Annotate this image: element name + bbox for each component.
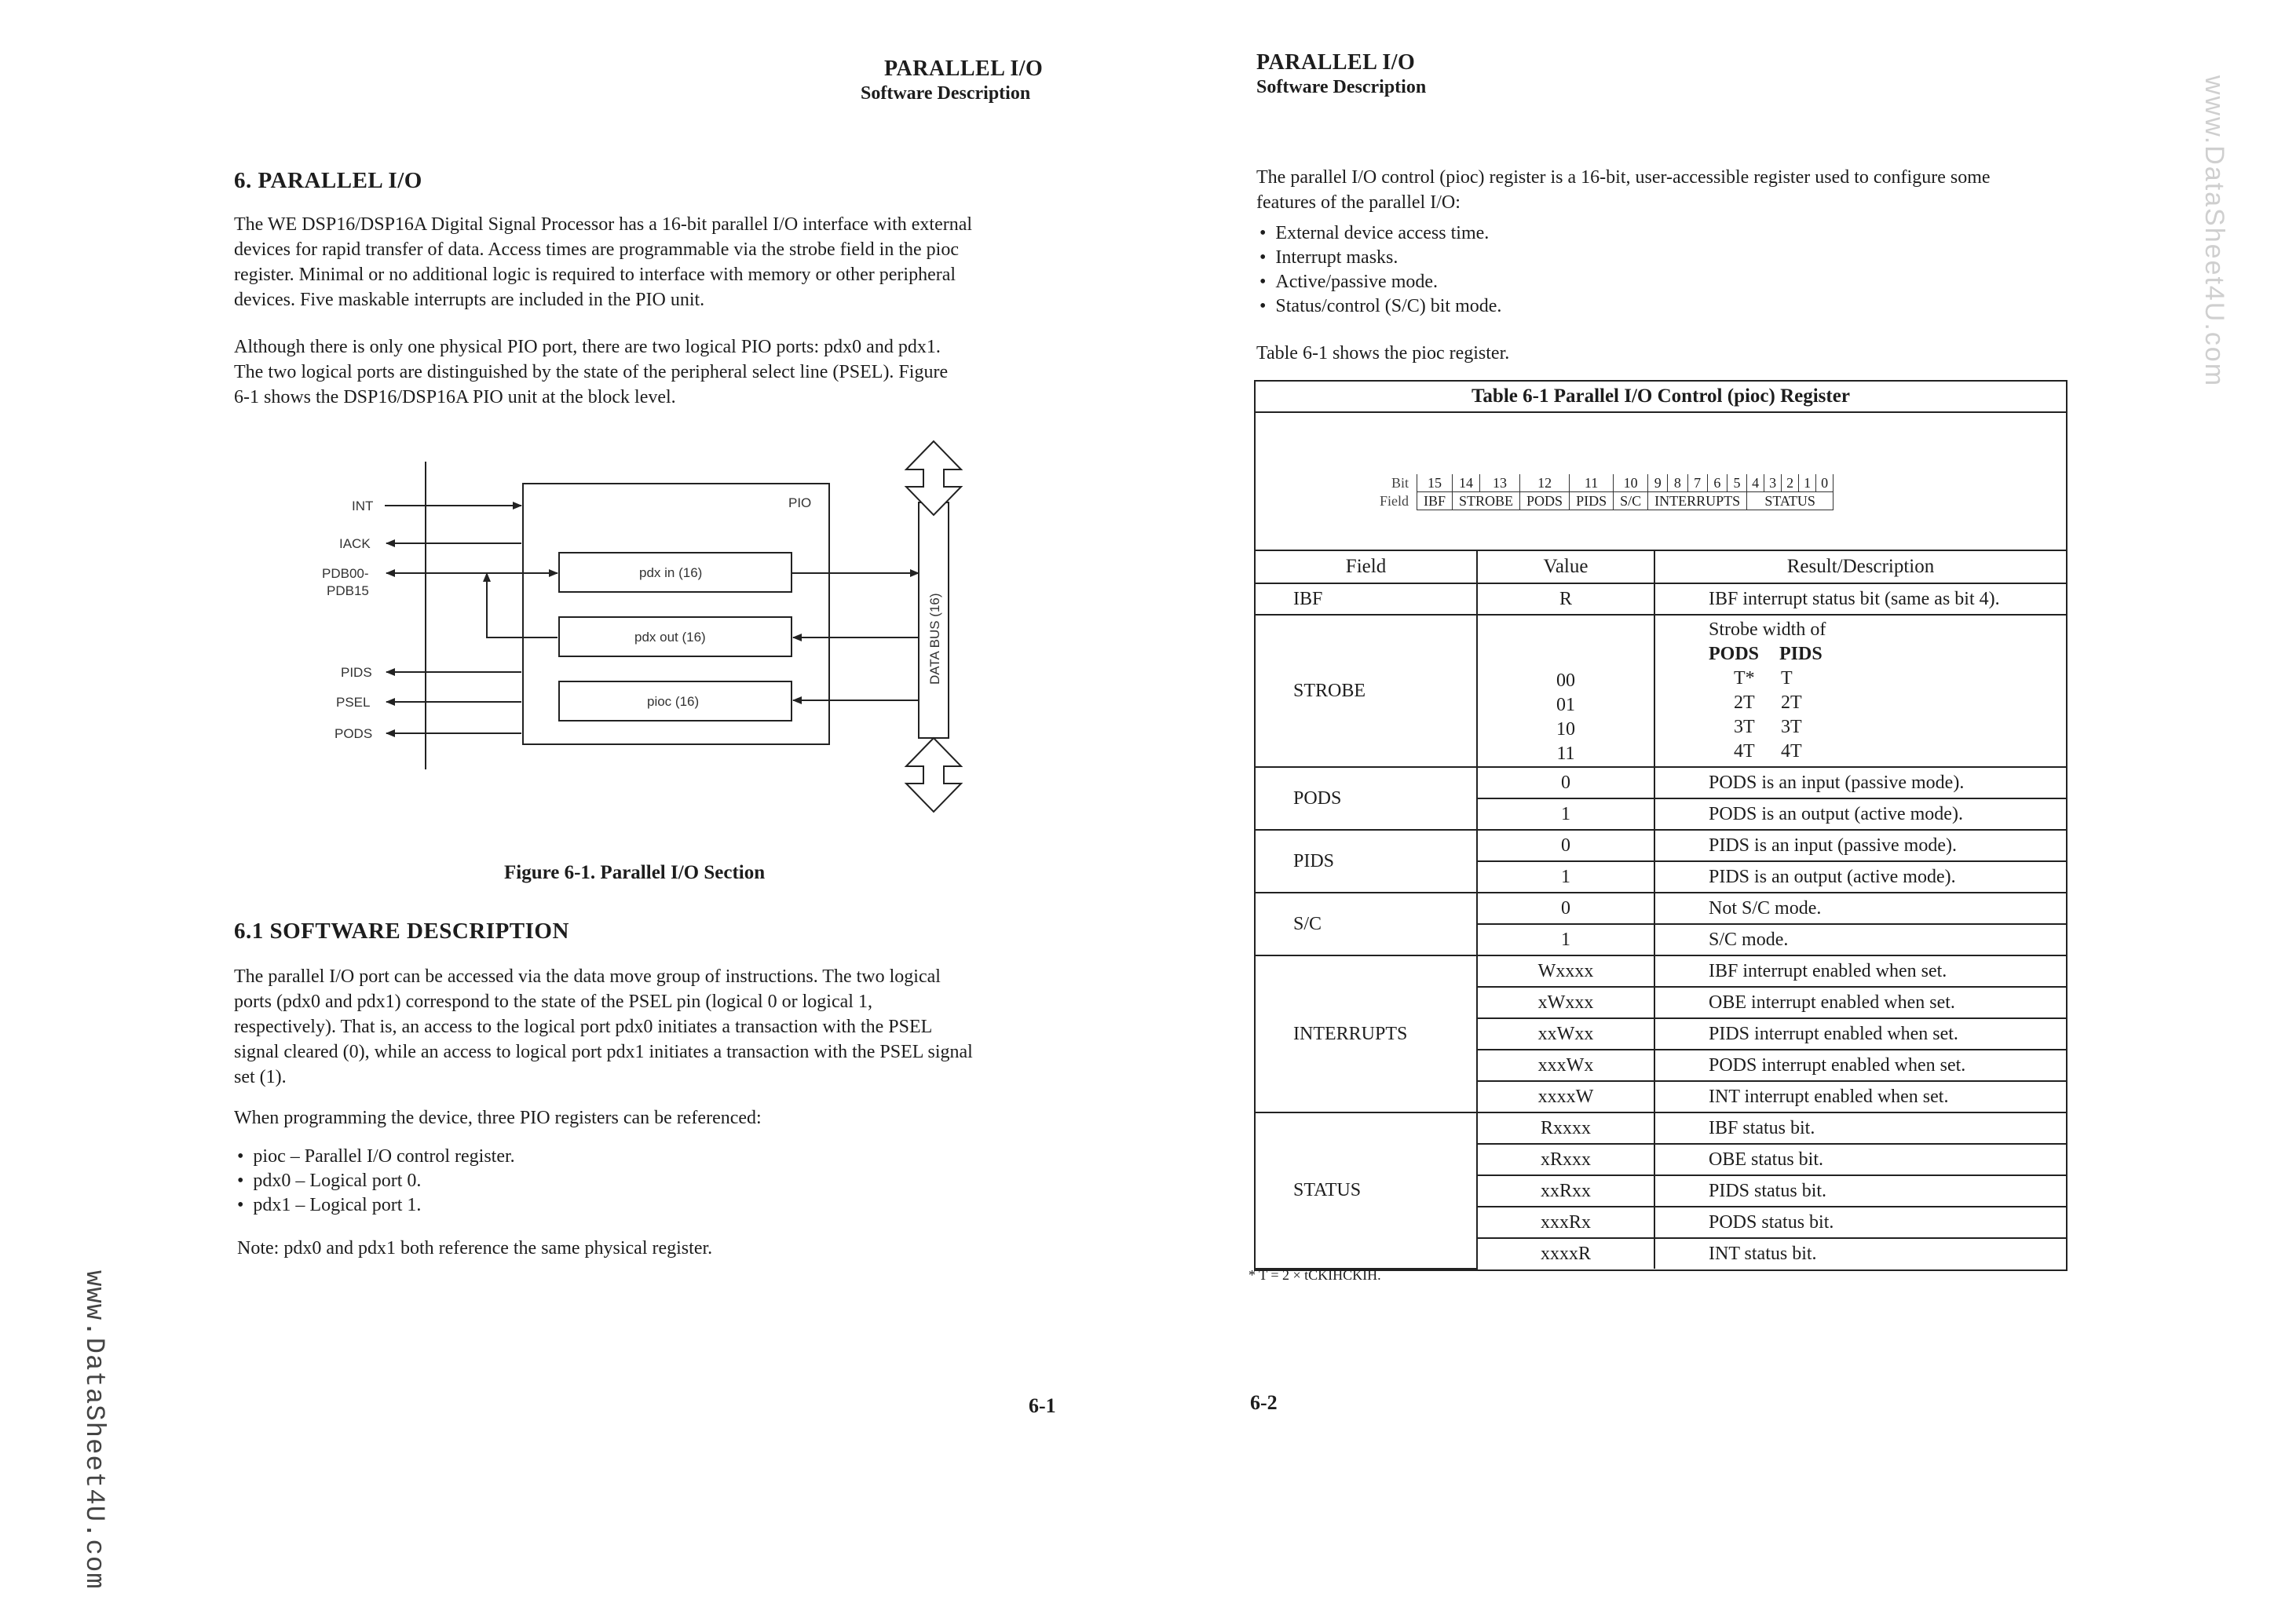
bus-top-double-arrow [906, 441, 961, 515]
pdx-in-label: pdx in (16) [639, 565, 703, 580]
signal-iack-label: IACK [339, 536, 371, 551]
field-cell: PODS [1256, 767, 1477, 830]
field-pids: PIDS [1570, 492, 1614, 510]
value-cell: xxxxR [1477, 1238, 1654, 1269]
strobe-value: 00 [1556, 670, 1575, 691]
value-cell: 0 [1477, 893, 1654, 924]
pioc-register-table [1254, 380, 2067, 1271]
left-header-title: PARALLEL I/O [884, 57, 1044, 81]
software-paragraph [234, 964, 1074, 1090]
table-caption: Table 6-1 Parallel I/O Control (pioc) Register [1256, 382, 2066, 413]
ports-line: 6-1 shows the DSP16/DSP16A PIO unit at the block level. [234, 387, 676, 407]
description-cell: IBF interrupt status bit (same as bit 4). [1654, 583, 2066, 615]
left-watermark: www.DataSheet4U.com [79, 1270, 108, 1590]
intro-line: The WE DSP16/DSP16A Digital Signal Processor has a 16-bit parallel I/O interface with external [234, 214, 973, 235]
table-reference: Table 6-1 shows the pioc register. [1256, 343, 1510, 363]
signal-int-label: INT [352, 499, 374, 513]
bit-15: 15 [1417, 474, 1453, 492]
intro-line: devices for rapid transfer of data. Access times are programmable via the strobe field in the pioc [234, 239, 959, 260]
value-cell: xxxxW [1477, 1081, 1654, 1112]
bit-6: 6 [1707, 474, 1727, 492]
bit-14: 14 [1453, 474, 1480, 492]
value-cell: xWxxx [1477, 987, 1654, 1018]
pioc-field-table [1256, 551, 2066, 1269]
field-sc: S/C [1614, 492, 1648, 510]
strobe-pods-width: 4T [1734, 741, 1755, 762]
description-cell: IBF status bit. [1654, 1112, 2066, 1144]
signal-pdb15-label: PDB15 [327, 583, 369, 598]
list-item: • Status/control (S/C) bit mode. [1260, 294, 1501, 319]
software-line: set (1). [234, 1067, 287, 1087]
field-interrupts: INTERRUPTS [1648, 492, 1747, 510]
description-cell: OBE status bit. [1654, 1144, 2066, 1175]
strobe-value: 01 [1556, 695, 1575, 715]
subsection-heading-software: 6.1 SOFTWARE DESCRIPTION [234, 919, 569, 944]
description-cell: PODS is an output (active mode). [1654, 798, 2066, 830]
strobe-pids-width: 2T [1781, 692, 1802, 713]
pioc-intro-line: features of the parallel I/O: [1256, 192, 1461, 213]
description-cell: PIDS is an input (passive mode). [1654, 830, 2066, 861]
pio-unit-label: PIO [788, 495, 812, 510]
description-cell: PODS interrupt enabled when set. [1654, 1050, 2066, 1081]
description-cell: S/C mode. [1654, 924, 2066, 955]
pioc-label: pioc (16) [647, 694, 700, 709]
table-row [1256, 767, 2066, 798]
field-cell: IBF [1256, 583, 1477, 615]
value-cell: xRxxx [1477, 1144, 1654, 1175]
bit-0: 0 [1816, 474, 1834, 492]
pioc-intro [1256, 165, 2104, 215]
field-cell: STROBE [1256, 615, 1477, 767]
value-cell: 1 [1477, 861, 1654, 893]
table-header-row [1256, 551, 2066, 583]
strobe-width-row [1709, 715, 2058, 740]
field-cell: INTERRUPTS [1256, 955, 1477, 1112]
strobe-desc-title: Strobe width of [1709, 619, 1826, 640]
signal-pids-label: PIDS [341, 665, 372, 680]
strobe-width-row [1709, 740, 2058, 764]
bit-2: 2 [1782, 474, 1799, 492]
field-pods: PODS [1520, 492, 1570, 510]
intro-line: devices. Five maskable interrupts are included in the PIO unit. [234, 290, 705, 310]
field-strobe: STROBE [1453, 492, 1520, 510]
value-cell: 1 [1477, 798, 1654, 830]
signal-pdb-label: PDB00- [322, 566, 369, 581]
registers-intro: When programming the device, three PIO registers can be referenced: [234, 1108, 762, 1128]
value-cell: Wxxxx [1477, 955, 1654, 987]
value-cell: 0 [1477, 767, 1654, 798]
bit-1: 1 [1799, 474, 1816, 492]
bit-3: 3 [1764, 474, 1782, 492]
right-page-number: 6-2 [1250, 1391, 1278, 1414]
description-cell: INT status bit. [1709, 1243, 1817, 1264]
software-line: signal cleared (0), while an access to logical port pdx1 initiates a transaction with the PSEL signal [234, 1042, 973, 1062]
bus-bottom-double-arrow [906, 738, 961, 812]
strobe-value: 11 [1556, 743, 1575, 764]
header-field: Field [1256, 551, 1477, 583]
ports-line: The two logical ports are distinguished by the state of the peripheral select line (PSEL). Figure [234, 362, 949, 382]
description-cell [1654, 615, 2066, 767]
strobe-pods-width: 3T [1734, 717, 1755, 737]
list-item: • pdx0 – Logical port 0. [237, 1169, 515, 1193]
value-cell: xxxRx [1477, 1207, 1654, 1238]
description-cell: PIDS is an output (active mode). [1654, 861, 2066, 893]
field-cell: PIDS [1256, 830, 1477, 893]
signal-psel-label: PSEL [336, 695, 371, 710]
pioc-intro-line: The parallel I/O control (pioc) register is a 16-bit, user-accessible register used to configure some [1256, 167, 1991, 188]
table-row [1256, 583, 2066, 615]
software-line: respectively). That is, an access to the logical port pdx0 initiates a transaction with the PSEL [234, 1017, 933, 1037]
right-watermark: www.DataSheet4U.com [2199, 75, 2229, 388]
field-ibf: IBF [1417, 492, 1453, 510]
strobe-col-headers [1709, 642, 2058, 667]
value-cell: R [1477, 583, 1654, 615]
bit-10: 10 [1614, 474, 1648, 492]
list-item: • pioc – Parallel I/O control register. [237, 1145, 515, 1169]
list-item: • pdx1 – Logical port 1. [237, 1193, 515, 1218]
description-cell: PODS status bit. [1654, 1207, 2066, 1238]
value-cell: xxWxx [1477, 1018, 1654, 1050]
bit-map [1373, 474, 1834, 510]
description-cell: PODS is an input (passive mode). [1654, 767, 2066, 798]
ports-line: Although there is only one physical PIO port, there are two logical PIO ports: pdx0 and pdx1. [234, 337, 941, 357]
list-item: • External device access time. [1260, 221, 1501, 246]
feature-list [1260, 221, 1501, 319]
strobe-pids-width: 3T [1781, 717, 1802, 737]
strobe-pids-width: 4T [1781, 741, 1802, 762]
list-item: • Active/passive mode. [1260, 270, 1501, 294]
software-line: ports (pdx0 and pdx1) correspond to the state of the PSEL pin (logical 0 or logical 1, [234, 992, 872, 1012]
bit-12: 12 [1520, 474, 1570, 492]
value-cell: 0 [1477, 830, 1654, 861]
description-cell: Not S/C mode. [1654, 893, 2066, 924]
right-header-title: PARALLEL I/O [1256, 50, 1416, 75]
field-cell: STATUS [1256, 1112, 1477, 1269]
description-cell: PIDS interrupt enabled when set. [1654, 1018, 2066, 1050]
bit-5: 5 [1727, 474, 1746, 492]
strobe-pods-width: 2T [1734, 692, 1755, 713]
value-cell: xxRxx [1477, 1175, 1654, 1207]
left-header-subtitle: Software Description [861, 83, 1031, 104]
strobe-width-row [1709, 667, 2058, 691]
section-heading-parallel-io: 6. PARALLEL I/O [234, 168, 422, 193]
note-text: Note: pdx0 and pdx1 both reference the same physical register. [237, 1238, 713, 1259]
register-list [237, 1145, 515, 1218]
field-status: STATUS [1747, 492, 1834, 510]
table-row [1256, 893, 2066, 924]
bit-9: 9 [1648, 474, 1668, 492]
value-cell: 1 [1477, 924, 1654, 955]
table-row [1256, 615, 2066, 767]
description-cell: PIDS status bit. [1654, 1175, 2066, 1207]
software-line: The parallel I/O port can be accessed via the data move group of instructions. The two logical [234, 966, 941, 987]
intro-line: register. Minimal or no additional logic is required to interface with memory or other peripheral [234, 265, 956, 285]
right-header-subtitle: Software Description [1256, 77, 1427, 97]
bit-13: 13 [1480, 474, 1520, 492]
strobe-pids-width: T [1781, 668, 1793, 689]
signal-pods-label: PODS [335, 726, 373, 741]
description-cell: IBF interrupt enabled when set. [1654, 955, 2066, 987]
description-cell: INT interrupt enabled when set. [1654, 1081, 2066, 1112]
table-row [1256, 955, 2066, 987]
strobe-pids-header: PIDS [1779, 644, 1823, 664]
header-value: Value [1477, 551, 1654, 583]
pdx-out-label: pdx out (16) [634, 630, 706, 645]
table-row [1256, 830, 2066, 861]
strobe-pods-header: PODS [1709, 644, 1760, 664]
bit-map-area [1256, 413, 2066, 551]
value-cell: xxxWx [1477, 1050, 1654, 1081]
field-cell: S/C [1256, 893, 1477, 955]
value-cell [1477, 615, 1654, 767]
bit-4: 4 [1747, 474, 1764, 492]
figure-caption: Figure 6-1. Parallel I/O Section [504, 862, 766, 883]
strobe-value: 10 [1556, 719, 1575, 740]
description-cell: OBE interrupt enabled when set. [1654, 987, 2066, 1018]
bit-8: 8 [1668, 474, 1687, 492]
bit-11: 11 [1570, 474, 1614, 492]
data-bus-label: DATA BUS (16) [927, 593, 942, 685]
strobe-pods-width: T* [1734, 668, 1755, 689]
bit-7: 7 [1687, 474, 1707, 492]
strobe-width-row [1709, 691, 2058, 715]
list-item: • Interrupt masks. [1260, 246, 1501, 270]
left-page-number: 6-1 [1029, 1394, 1056, 1417]
table-footnote: * T = 2 × tCKIHCKIH. [1249, 1267, 1381, 1283]
table-row [1256, 1112, 2066, 1144]
value-cell: Rxxxx [1477, 1112, 1654, 1144]
header-description: Result/Description [1654, 551, 2066, 583]
field-row-label: Field [1380, 492, 1409, 509]
bit-row-label: Bit [1391, 474, 1409, 491]
